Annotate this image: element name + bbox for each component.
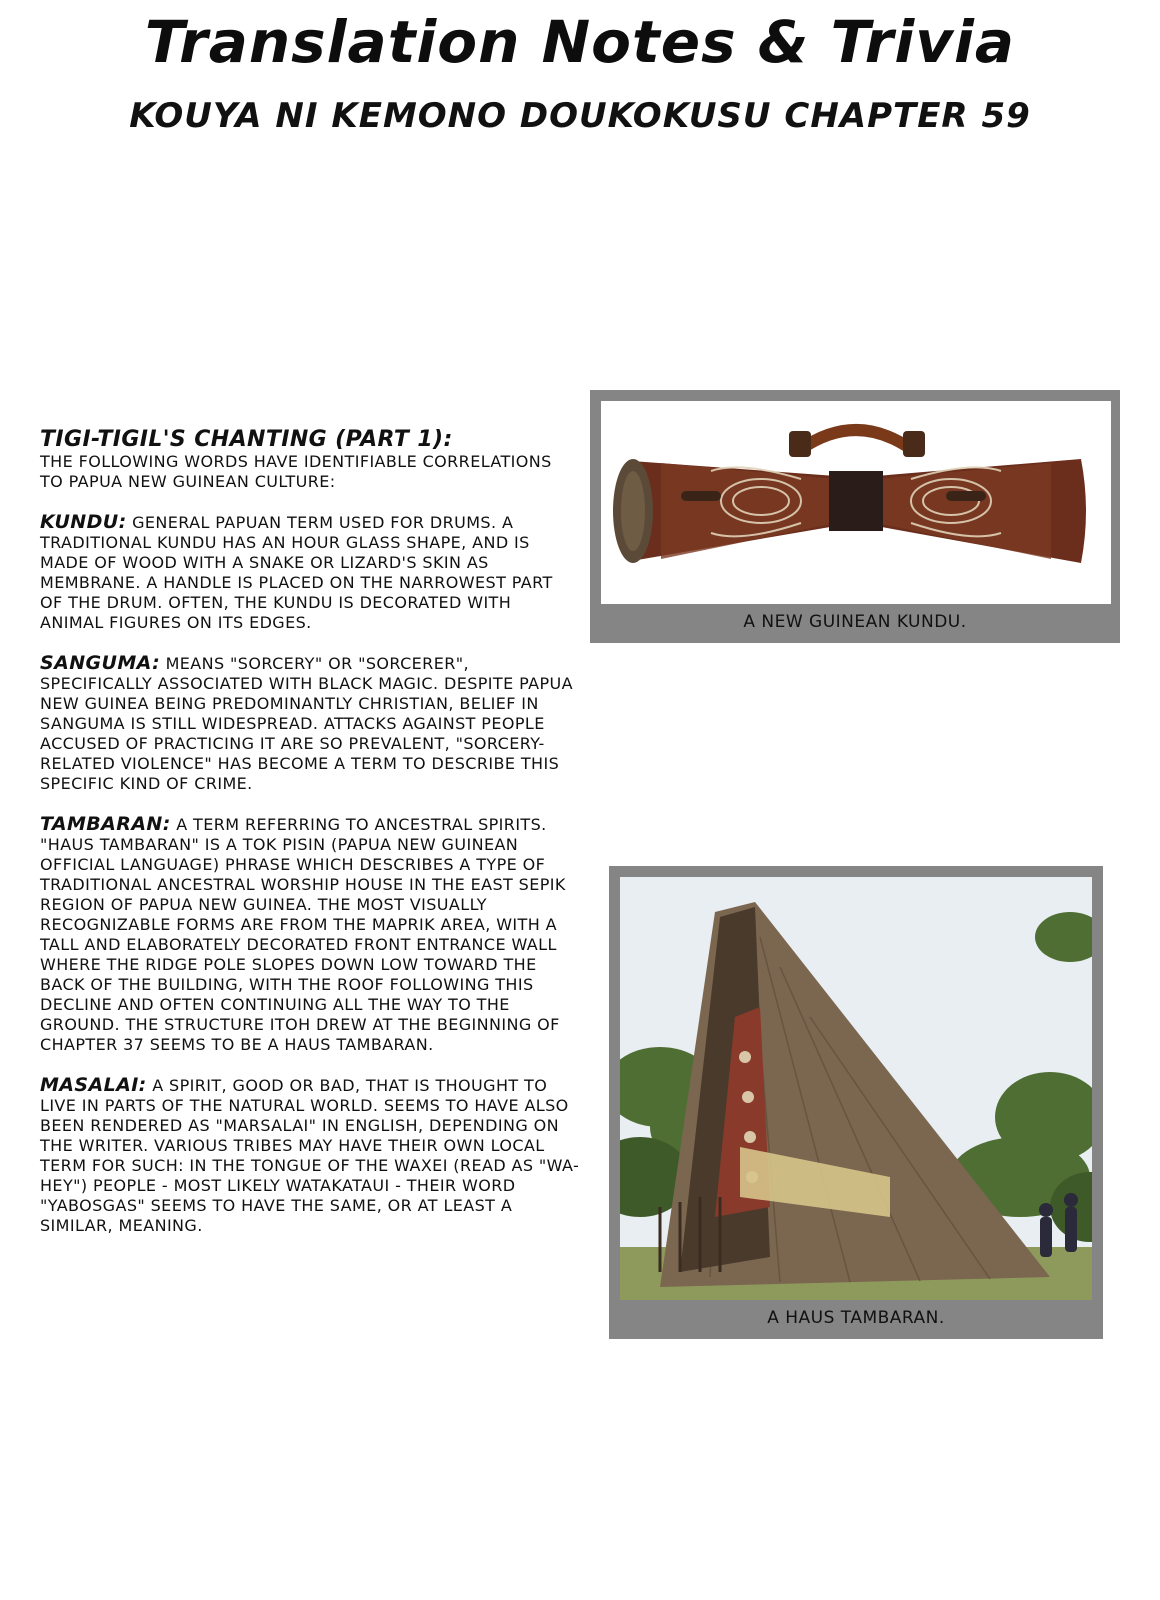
- section-heading: TIGI-TIGIL'S CHANTING (PART 1):: [40, 427, 453, 452]
- page-subtitle: KOUYA NI KEMONO DOUKOKUSU CHAPTER 59: [129, 96, 1031, 136]
- haus-tambaran-figure: [609, 866, 1103, 1339]
- kundu-figure: [590, 390, 1120, 643]
- note-text: A SPIRIT, GOOD OR BAD, THAT IS THOUGHT TO LIVE IN PARTS OF THE NATURAL WORLD. SEEMS TO HAVE ALSO BEEN RENDERED AS "MARSALAI" IN ENGLISH, DEPENDING ON THE WRITER. VARIOUS TRIBES MAY HAVE THEIR OWN LOCAL TERM FOR SUCH: IN THE TONGUE OF THE WAXEI (READ AS "WA-HEY") PEOPLE - MOST LIKELY WATAKATAUI - THEIR WORD "YABOSGAS" SEEMS TO HAVE THE SAME, OR AT LEAST A SIMILAR, MEANING.: [40, 1076, 580, 1235]
- note-text: A TERM REFERRING TO ANCESTRAL SPIRITS. "HAUS TAMBARAN" IS A TOK PISIN (PAPUA NEW GUINEAN OFFICIAL LANGUAGE) PHRASE WHICH DESCRIBES A TYPE OF TRADITIONAL ANCESTRAL WORSHIP HOUSE IN THE EAST SEPIK REGION OF PAPUA NEW GUINEA. THE MOST VISUALLY RECOGNIZABLE FORMS ARE FROM THE MAPRIK AREA, WITH A TALL AND ELABORATELY DECORATED FRONT ENTRANCE WALL WHERE THE RIDGE POLE SLOPES DOWN LOW TOWARD THE BACK OF THE BUILDING, WITH THE ROOF FOLLOWING THIS DECLINE AND OFTEN CONTINUING ALL THE WAY TO THE GROUND. THE STRUCTURE ITOH DREW AT THE BEGINNING OF CHAPTER 37 SEEMS TO BE A HAUS TAMBARAN.: [40, 815, 566, 1054]
- note-term: TAMBARAN:: [40, 813, 171, 835]
- note-term: KUNDU:: [40, 511, 127, 533]
- note-text: MEANS "SORCERY" OR "SORCERER", SPECIFICALLY ASSOCIATED WITH BLACK MAGIC. DESPITE PAPUA NEW GUINEA BEING PREDOMINANTLY CHRISTIAN, BELIEF IN SANGUMA IS STILL WIDESPREAD. ATTACKS AGAINST PEOPLE ACCUSED OF PRACTICING IT ARE SO PREVALENT, "SORCERY-RELATED VIOLENCE" HAS BECOME A TERM TO DESCRIBE THIS SPECIFIC KIND OF CRIME.: [40, 654, 573, 793]
- haus-tambaran-caption: A HAUS TAMBARAN.: [767, 1308, 945, 1328]
- kundu-caption: A NEW GUINEAN KUNDU.: [743, 612, 967, 632]
- note-entry-sanguma: [40, 653, 580, 794]
- page-title: Translation Notes & Trivia: [144, 8, 1016, 76]
- kundu-drum-illustration: [601, 401, 1111, 604]
- note-entry-kundu: [40, 512, 580, 633]
- haus-tambaran-photo: [620, 877, 1092, 1300]
- note-entry-masalai: [40, 1075, 580, 1236]
- note-term: MASALAI:: [40, 1074, 147, 1096]
- note-entry-tambaran: [40, 814, 580, 1055]
- notes-column: [40, 428, 580, 1256]
- note-term: SANGUMA:: [40, 652, 161, 674]
- note-text: GENERAL PAPUAN TERM USED FOR DRUMS. A TRADITIONAL KUNDU HAS AN HOUR GLASS SHAPE, AND IS MADE OF WOOD WITH A SNAKE OR LIZARD'S SKIN AS MEMBRANE. A HANDLE IS PLACED ON THE NARROWEST PART OF THE DRUM. OFTEN, THE KUNDU IS DECORATED WITH ANIMAL FIGURES ON ITS EDGES.: [40, 513, 553, 632]
- haus-tambaran-illustration: [620, 877, 1092, 1300]
- notes-intro: THE FOLLOWING WORDS HAVE IDENTIFIABLE CORRELATIONS TO PAPUA NEW GUINEAN CULTURE:: [40, 452, 552, 491]
- kundu-photo: [601, 401, 1111, 604]
